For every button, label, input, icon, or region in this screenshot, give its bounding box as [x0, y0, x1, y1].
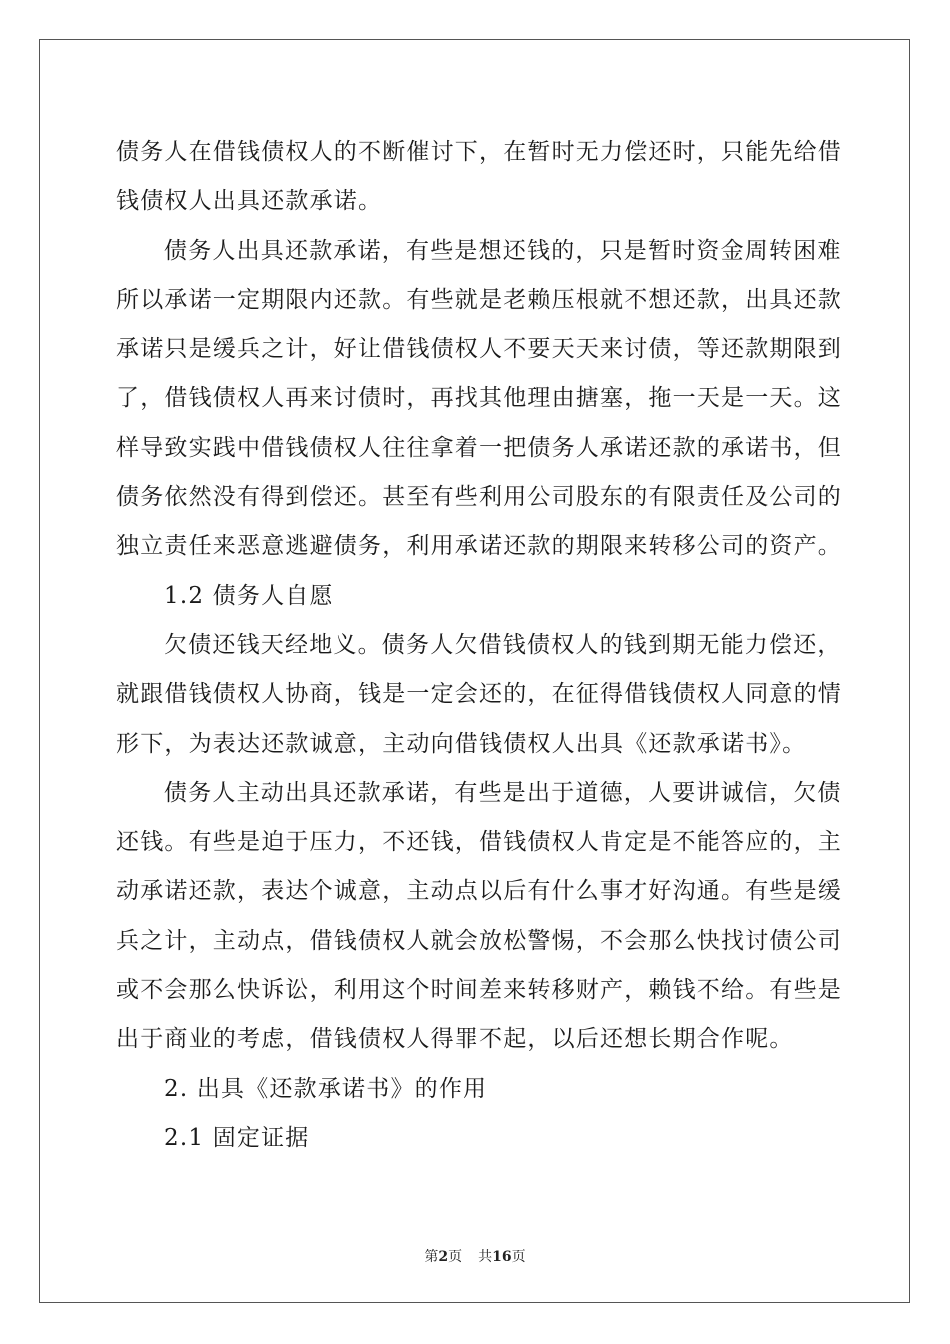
total-suffix: 页 — [511, 1249, 526, 1265]
text-line: 或不会那么快诉讼，利用这个时间差来转移财产，赖钱不给。有些是 — [116, 977, 842, 1004]
text-line: 出于商业的考虑，借钱债权人得罪不起，以后还想长期合作呢。 — [116, 1026, 794, 1053]
page-suffix: 页 — [448, 1249, 463, 1265]
text-line: 欠债还钱天经地义。债务人欠借钱债权人的钱到期无能力偿还， — [164, 631, 842, 658]
total-pages: 16 — [492, 1249, 512, 1265]
section-heading: 2.1 固定证据 — [164, 1124, 310, 1151]
page-footer — [0, 1246, 950, 1266]
text-line: 就跟借钱债权人协商，钱是一定会还的，在征得借钱债权人同意的情 — [116, 681, 842, 708]
section-heading: 1.2 债务人自愿 — [164, 582, 334, 609]
total-prefix: 共 — [478, 1249, 493, 1265]
text-line: 兵之计，主动点，借钱债权人就会放松警惕，不会那么快找讨债公司 — [116, 927, 842, 954]
page-number: 2 — [438, 1249, 449, 1265]
text-line: 独立责任来恶意逃避债务，利用承诺还款的期限来转移公司的资产。 — [116, 533, 842, 560]
section-heading: 2. 出具《还款承诺书》的作用 — [164, 1075, 488, 1102]
text-line: 动承诺还款，表达个诚意，主动点以后有什么事才好沟通。有些是缓 — [116, 878, 842, 905]
text-line: 承诺只是缓兵之计，好让借钱债权人不要天天来讨债，等还款期限到 — [116, 336, 842, 363]
text-line: 债务人主动出具还款承诺，有些是出于道德，人要讲诚信，欠债 — [164, 779, 842, 806]
text-line: 债务人出具还款承诺，有些是想还钱的，只是暂时资金周转困难 — [164, 237, 842, 264]
text-line: 钱债权人出具还款承诺。 — [116, 188, 383, 215]
text-line: 还钱。有些是迫于压力，不还钱，借钱债权人肯定是不能答应的，主 — [116, 829, 842, 856]
text-line: 债务依然没有得到偿还。甚至有些利用公司股东的有限责任及公司的 — [116, 484, 842, 511]
text-line: 形下，为表达还款诚意，主动向借钱债权人出具《还款承诺书》。 — [116, 730, 807, 757]
text-line: 了，借钱债权人再来讨债时，再找其他理由搪塞，拖一天是一天。这 — [116, 385, 842, 412]
page-prefix: 第 — [424, 1249, 439, 1265]
text-line: 样导致实践中借钱债权人往往拿着一把债务人承诺还款的承诺书，但 — [116, 434, 842, 461]
document-body — [116, 128, 842, 1163]
text-line: 所以承诺一定期限内还款。有些就是老赖压根就不想还款，出具还款 — [116, 286, 842, 313]
text-line: 债务人在借钱债权人的不断催讨下，在暂时无力偿还时，只能先给借 — [116, 139, 842, 165]
